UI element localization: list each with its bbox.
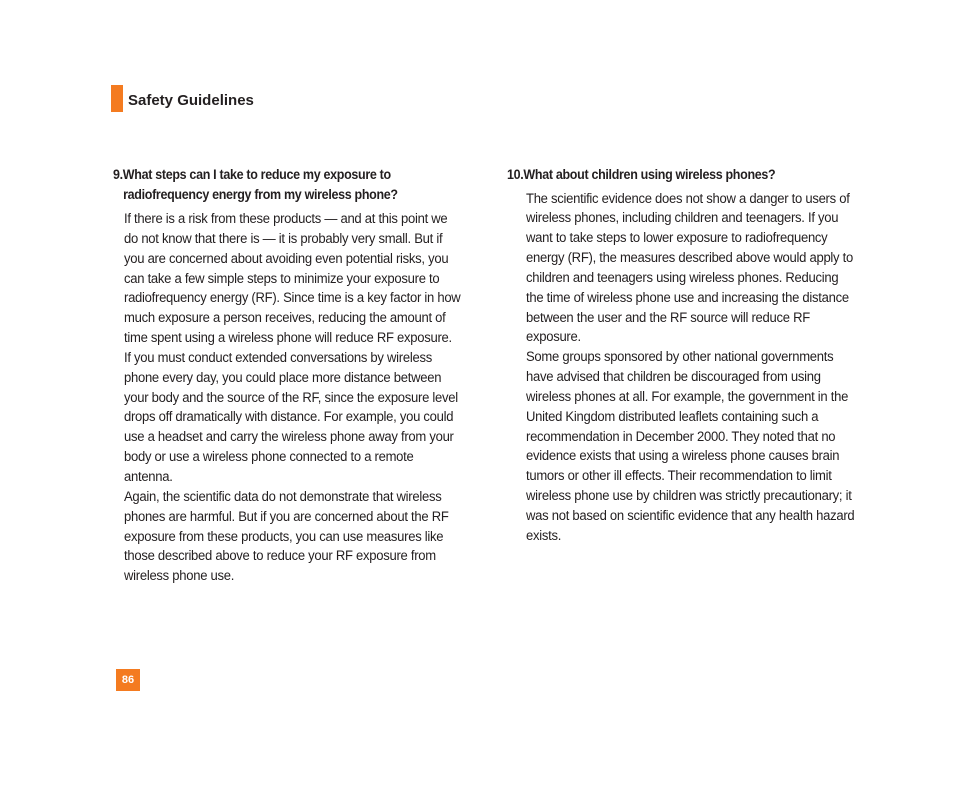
question-text-line2: radiofrequency energy from my wireless phone? — [123, 186, 398, 202]
paragraph: The scientific evidence does not show a danger to users of wireless phones, including children and teenagers. If you want to take steps to lower exposure to radiofrequency energy (RF), the measures described above would apply to children and teenagers using wireless phones. Reducing the time of wireless phone use and increasing the distance between the user and the RF source will reduce RF exposure. — [526, 190, 853, 346]
section-header — [111, 85, 254, 112]
paragraph: Again, the scientific data do not demonstrate that wireless phones are harmful. But if you are concerned about the RF exposure from these products, you can use measures like those described above to reduce your RF exposure from wireless phone use. — [124, 488, 449, 585]
question-text-line1: What steps can I take to reduce my exposure to — [122, 167, 391, 182]
question-number: 9. — [113, 167, 123, 182]
answer-body-10 — [526, 190, 857, 547]
question-number: 10. — [507, 167, 524, 182]
question-text-line1: What about children using wireless phones? — [523, 167, 776, 182]
paragraph: If there is a risk from these products — and at this point we do not know that there is — it is probably very small. But if you are concerned about avoiding even potential risks, you can take a few simple steps to minimize your exposure to radiofrequency energy (RF). Since time is a key factor in how much exposure a person receives, reducing the amount of time spent using a wireless phone will reduce RF exposure. — [124, 211, 461, 347]
question-heading-10 — [507, 165, 857, 185]
paragraph: Some groups sponsored by other national governments have advised that children be discouraged from using wireless phones at all. For example, the government in the United Kingdom distributed leaflets containing such a recommendation in December 2000. They noted that no evidence exists that using a wireless phone causes brain tumors or other ill effects. Their recommendation to limit wireless phone use by children was strictly precautionary; it was not based on scientific evidence that any health hazard exists. — [526, 349, 855, 544]
right-column — [507, 165, 859, 547]
answer-body-9 — [124, 210, 464, 587]
paragraph: If you must conduct extended conversations by wireless phone every day, you could place more distance between your body and the source of the RF, since the exposure level drops off dramatically with distance. For example, you could use a headset and carry the wireless phone away from your body or use a wireless phone connected to a remote antenna. — [124, 349, 458, 485]
question-heading-9 — [113, 165, 466, 204]
page-number-badge: 86 — [116, 669, 140, 691]
section-title: Safety Guidelines — [128, 92, 254, 109]
section-accent-bar — [111, 85, 123, 112]
left-column — [113, 165, 468, 587]
